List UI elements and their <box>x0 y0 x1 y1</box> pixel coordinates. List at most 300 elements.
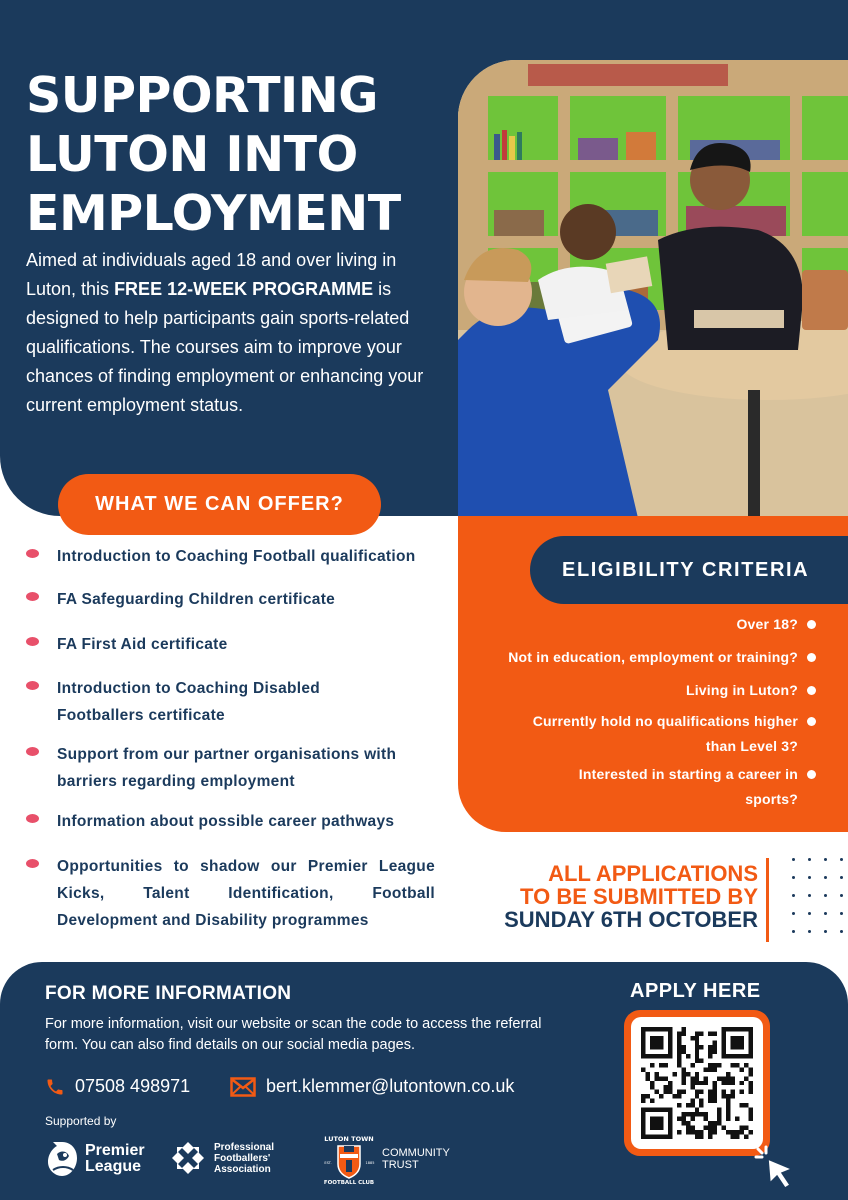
qr-module <box>654 1040 658 1044</box>
qr-module <box>654 1054 658 1058</box>
qr-module <box>726 1027 730 1031</box>
qr-module <box>708 1094 712 1098</box>
qr-module <box>645 1108 649 1112</box>
qr-module <box>641 1130 645 1134</box>
eligibility-item <box>466 612 816 637</box>
email-address[interactable]: bert.klemmer@lutontown.co.uk <box>266 1076 515 1096</box>
qr-module <box>726 1108 730 1112</box>
qr-module <box>731 1040 735 1044</box>
qr-module <box>677 1117 681 1121</box>
intro-text-start: Aimed at individuals aged 18 and over living in Luton, this <box>26 250 397 299</box>
qr-module <box>726 1054 730 1058</box>
qr-module <box>708 1067 712 1071</box>
qr-module <box>659 1027 663 1031</box>
qr-module <box>695 1076 699 1080</box>
qr-module <box>668 1054 672 1058</box>
intro-text-end: is designed to help participants gain sports-related qualifications. The courses aim to improve your chances of finding employment or enhancing your current employment status. <box>26 279 424 415</box>
qr-module <box>695 1058 699 1062</box>
qr-module <box>659 1036 663 1040</box>
qr-module <box>663 1085 667 1089</box>
qr-module <box>713 1049 717 1053</box>
qr-module <box>740 1045 744 1049</box>
qr-module <box>641 1040 645 1044</box>
qr-module <box>749 1090 753 1094</box>
qr-module <box>708 1121 712 1125</box>
qr-module <box>722 1094 726 1098</box>
qr-module <box>654 1117 658 1121</box>
decor-dot <box>824 930 827 933</box>
qr-module <box>717 1117 721 1121</box>
qr-module <box>681 1076 685 1080</box>
decor-dot <box>792 876 795 879</box>
qr-module <box>686 1130 690 1134</box>
qr-module <box>726 1094 730 1098</box>
qr-module <box>708 1130 712 1134</box>
luton-town-community-trust-logo <box>322 1132 462 1186</box>
qr-module <box>654 1090 658 1094</box>
qr-module <box>704 1112 708 1116</box>
qr-module <box>722 1045 726 1049</box>
qr-module <box>749 1108 753 1112</box>
offer-item <box>26 808 456 835</box>
qr-module <box>740 1130 744 1134</box>
badge-est-label: EST. <box>324 1161 332 1165</box>
qr-module <box>668 1121 672 1125</box>
qr-module <box>659 1094 663 1098</box>
qr-module <box>749 1054 753 1058</box>
qr-module <box>654 1126 658 1130</box>
qr-module <box>650 1126 654 1130</box>
qr-module <box>681 1049 685 1053</box>
qr-module <box>668 1130 672 1134</box>
qr-module <box>654 1076 658 1080</box>
qr-module <box>735 1027 739 1031</box>
qr-module <box>735 1045 739 1049</box>
qr-module <box>677 1058 681 1062</box>
qr-module <box>659 1117 663 1121</box>
qr-module <box>650 1081 654 1085</box>
qr-module <box>713 1090 717 1094</box>
eligibility-item <box>466 762 816 812</box>
qr-module <box>641 1031 645 1035</box>
qr-module <box>704 1081 708 1085</box>
qr-module <box>645 1076 649 1080</box>
decor-dot <box>792 894 795 897</box>
qr-module <box>699 1058 703 1062</box>
qr-module <box>699 1099 703 1103</box>
qr-module <box>699 1045 703 1049</box>
qr-module <box>695 1108 699 1112</box>
offer-item-text: Introduction to Coaching Disabled Footballers certificate <box>57 680 321 724</box>
qr-module <box>744 1135 748 1139</box>
decor-dot <box>808 858 811 861</box>
qr-module <box>717 1112 721 1116</box>
pfa-icon <box>170 1140 206 1176</box>
intro-highlight: FREE 12-WEEK PROGRAMME <box>114 279 374 299</box>
qr-module <box>749 1081 753 1085</box>
qr-module <box>749 1040 753 1044</box>
bullet-dot <box>807 717 816 726</box>
decor-dot <box>840 858 843 861</box>
eligibility-item <box>466 678 816 703</box>
qr-module <box>668 1112 672 1116</box>
eligibility-item-text: Living in Luton? <box>685 682 798 698</box>
offer-item <box>26 675 456 729</box>
qr-module <box>659 1108 663 1112</box>
qr-module <box>677 1036 681 1040</box>
qr-module <box>726 1112 730 1116</box>
qr-module <box>699 1112 703 1116</box>
qr-module <box>650 1063 654 1067</box>
offer-item-text: FA Safeguarding Children certificate <box>57 591 336 608</box>
eligibility-item-text: Interested in starting a career in sports? <box>578 766 798 807</box>
qr-module <box>740 1027 744 1031</box>
qr-module <box>672 1094 676 1098</box>
qr-module <box>722 1090 726 1094</box>
qr-module <box>713 1121 717 1125</box>
qr-module <box>677 1094 681 1098</box>
title-line-2: LUTON INTO <box>26 126 358 183</box>
intro-paragraph <box>26 246 436 420</box>
qr-module <box>708 1045 712 1049</box>
qr-module <box>659 1126 663 1130</box>
qr-module <box>686 1112 690 1116</box>
qr-module <box>690 1112 694 1116</box>
qr-module <box>681 1090 685 1094</box>
qr-module <box>677 1049 681 1053</box>
qr-code-container[interactable] <box>631 1017 763 1149</box>
qr-module <box>749 1117 753 1121</box>
qr-module <box>654 1135 658 1139</box>
qr-module <box>654 1072 658 1076</box>
qr-module <box>708 1049 712 1053</box>
eligibility-item <box>466 709 816 759</box>
qr-module <box>663 1063 667 1067</box>
offer-item <box>26 853 456 934</box>
badge-text-bottom: FOOTBALL CLUB <box>323 1180 375 1186</box>
qr-module <box>650 1054 654 1058</box>
qr-module <box>668 1126 672 1130</box>
bullet-dot <box>807 620 816 629</box>
bullet-dot <box>26 549 39 558</box>
qr-module <box>722 1040 726 1044</box>
qr-module <box>731 1054 735 1058</box>
qr-module <box>708 1054 712 1058</box>
bullet-dot <box>26 859 39 868</box>
qr-module <box>722 1126 726 1130</box>
qr-module <box>659 1040 663 1044</box>
apply-here-heading: APPLY HERE <box>630 980 761 1002</box>
premier-league-lion-icon <box>45 1140 79 1178</box>
qr-module <box>650 1085 654 1089</box>
qr-module <box>672 1072 676 1076</box>
title-line-1: SUPPORTING <box>26 67 378 124</box>
qr-module <box>690 1085 694 1089</box>
qr-module <box>695 1130 699 1134</box>
qr-module <box>677 1040 681 1044</box>
qr-code-frame[interactable] <box>624 1010 770 1156</box>
qr-module <box>654 1121 658 1125</box>
qr-module <box>735 1130 739 1134</box>
eligibility-item <box>466 645 816 670</box>
qr-module <box>654 1036 658 1040</box>
qr-module <box>722 1027 726 1031</box>
badge-year: 1885 <box>365 1161 375 1165</box>
qr-module <box>749 1112 753 1116</box>
qr-module <box>740 1040 744 1044</box>
qr-module <box>641 1099 645 1103</box>
qr-module <box>731 1090 735 1094</box>
qr-module <box>668 1117 672 1121</box>
bullet-dot <box>807 770 816 779</box>
qr-module <box>659 1045 663 1049</box>
more-info-heading: FOR MORE INFORMATION <box>45 983 292 1004</box>
qr-module <box>681 1027 685 1031</box>
qr-module <box>650 1036 654 1040</box>
qr-module <box>668 1040 672 1044</box>
qr-module <box>717 1076 721 1080</box>
qr-module <box>717 1121 721 1125</box>
qr-module <box>740 1036 744 1040</box>
qr-module <box>722 1031 726 1035</box>
qr-module <box>713 1130 717 1134</box>
offer-heading: WHAT WE CAN OFFER? <box>58 474 381 535</box>
decor-dot <box>808 912 811 915</box>
qr-module <box>731 1027 735 1031</box>
bullet-dot <box>26 814 39 823</box>
qr-module <box>641 1121 645 1125</box>
qr-module <box>735 1054 739 1058</box>
qr-module <box>726 1130 730 1134</box>
decor-dot <box>808 930 811 933</box>
badge-text-top: LUTON TOWN <box>324 1135 374 1143</box>
qr-module <box>722 1054 726 1058</box>
qr-module <box>663 1027 667 1031</box>
qr-module <box>735 1117 739 1121</box>
qr-module <box>713 1040 717 1044</box>
decor-dot <box>792 930 795 933</box>
eligibility-heading: ELIGIBILITY CRITERIA <box>530 536 848 604</box>
decor-dot <box>824 894 827 897</box>
qr-module <box>677 1063 681 1067</box>
qr-module <box>650 1045 654 1049</box>
qr-module <box>699 1130 703 1134</box>
qr-code[interactable] <box>641 1027 753 1139</box>
qr-module <box>690 1063 694 1067</box>
qr-module <box>731 1045 735 1049</box>
qr-module <box>722 1036 726 1040</box>
qr-module <box>650 1135 654 1139</box>
qr-module <box>708 1126 712 1130</box>
qr-module <box>681 1067 685 1071</box>
deadline-line-1: ALL APPLICATIONS <box>548 861 758 886</box>
qr-module <box>713 1099 717 1103</box>
qr-module <box>735 1040 739 1044</box>
qr-module <box>641 1126 645 1130</box>
qr-module <box>731 1081 735 1085</box>
qr-module <box>717 1108 721 1112</box>
qr-module <box>663 1108 667 1112</box>
qr-module <box>686 1054 690 1058</box>
supported-by-label: Supported by <box>45 1114 117 1128</box>
qr-module <box>708 1099 712 1103</box>
qr-module <box>677 1130 681 1134</box>
title-line-3: EMPLOYMENT <box>26 185 401 242</box>
qr-module <box>677 1045 681 1049</box>
qr-module <box>704 1076 708 1080</box>
qr-module <box>654 1027 658 1031</box>
qr-module <box>654 1045 658 1049</box>
qr-module <box>713 1126 717 1130</box>
premier-league-logo <box>45 1140 155 1178</box>
offer-item-text: Information about possible career pathways <box>57 813 395 830</box>
dot-grid-decoration <box>792 858 842 938</box>
qr-module <box>681 1081 685 1085</box>
qr-module <box>726 1099 730 1103</box>
bullet-dot <box>26 681 39 690</box>
qr-module <box>668 1027 672 1031</box>
bullet-dot <box>807 653 816 662</box>
qr-module <box>659 1063 663 1067</box>
qr-module <box>744 1027 748 1031</box>
qr-module <box>641 1067 645 1071</box>
qr-module <box>713 1094 717 1098</box>
qr-module <box>731 1076 735 1080</box>
qr-module <box>695 1036 699 1040</box>
decor-dot <box>824 876 827 879</box>
decor-dot <box>840 894 843 897</box>
qr-module <box>695 1031 699 1035</box>
qr-module <box>749 1067 753 1071</box>
qr-module <box>744 1054 748 1058</box>
deadline-line-2: TO BE SUBMITTED BY <box>520 884 758 909</box>
qr-module <box>641 1036 645 1040</box>
more-info-text: For more information, visit our website or scan the code to access the referral form. You can also find details on our social media pages. <box>45 1016 542 1053</box>
qr-module <box>641 1094 645 1098</box>
qr-module <box>645 1054 649 1058</box>
qr-module <box>641 1117 645 1121</box>
decor-dot <box>824 912 827 915</box>
decor-dot <box>792 912 795 915</box>
qr-module <box>726 1103 730 1107</box>
qr-module <box>749 1031 753 1035</box>
qr-module <box>690 1126 694 1130</box>
qr-module <box>731 1036 735 1040</box>
qr-module <box>690 1103 694 1107</box>
deadline-date: SUNDAY 6TH OCTOBER <box>504 907 758 932</box>
library-photo <box>458 60 848 518</box>
qr-module <box>695 1081 699 1085</box>
qr-module <box>744 1103 748 1107</box>
qr-module <box>677 1090 681 1094</box>
qr-module <box>704 1117 708 1121</box>
qr-module <box>731 1135 735 1139</box>
qr-module <box>749 1130 753 1134</box>
qr-module <box>641 1054 645 1058</box>
qr-module <box>645 1094 649 1098</box>
qr-module <box>717 1063 721 1067</box>
offer-item <box>26 586 456 613</box>
qr-module <box>663 1090 667 1094</box>
qr-module <box>641 1049 645 1053</box>
qr-module <box>659 1076 663 1080</box>
qr-module <box>668 1049 672 1053</box>
bullet-dot <box>26 747 39 756</box>
qr-module <box>708 1031 712 1035</box>
email-icon <box>230 1077 256 1097</box>
qr-module <box>650 1117 654 1121</box>
qr-module <box>699 1103 703 1107</box>
qr-module <box>668 1036 672 1040</box>
qr-module <box>650 1099 654 1103</box>
qr-module <box>740 1054 744 1058</box>
qr-module <box>641 1045 645 1049</box>
qr-module <box>749 1072 753 1076</box>
luton-town-badge-icon <box>322 1132 376 1186</box>
qr-module <box>668 1135 672 1139</box>
qr-module <box>690 1081 694 1085</box>
qr-module <box>668 1090 672 1094</box>
qr-module <box>650 1108 654 1112</box>
decor-dot <box>792 858 795 861</box>
qr-module <box>722 1049 726 1053</box>
qr-module <box>690 1099 694 1103</box>
qr-module <box>713 1031 717 1035</box>
phone-number[interactable]: 07508 498971 <box>75 1076 191 1096</box>
qr-module <box>641 1135 645 1139</box>
qr-module <box>708 1063 712 1067</box>
qr-module <box>681 1121 685 1125</box>
bullet-dot <box>807 686 816 695</box>
qr-module <box>686 1072 690 1076</box>
eligibility-item-text: Currently hold no qualifications higher than Level 3? <box>532 713 798 754</box>
qr-module <box>695 1094 699 1098</box>
qr-module <box>726 1081 730 1085</box>
qr-module <box>744 1076 748 1080</box>
email-contact[interactable] <box>230 1076 514 1097</box>
qr-module <box>749 1049 753 1053</box>
qr-module <box>668 1045 672 1049</box>
qr-module <box>677 1031 681 1035</box>
bullet-dot <box>26 637 39 646</box>
qr-module <box>740 1126 744 1130</box>
divider <box>766 858 769 942</box>
qr-module <box>713 1045 717 1049</box>
offer-item-text: Support from our partner organisations with barriers regarding employment <box>57 746 397 790</box>
qr-module <box>699 1031 703 1035</box>
phone-contact[interactable] <box>45 1076 190 1097</box>
deadline-notice <box>500 862 758 931</box>
qr-module <box>641 1112 645 1116</box>
decor-dot <box>808 876 811 879</box>
qr-module <box>695 1054 699 1058</box>
qr-module <box>695 1040 699 1044</box>
qr-module <box>695 1072 699 1076</box>
qr-module <box>749 1027 753 1031</box>
qr-module <box>695 1045 699 1049</box>
qr-module <box>686 1103 690 1107</box>
qr-module <box>740 1090 744 1094</box>
qr-module <box>708 1090 712 1094</box>
offer-item <box>26 543 456 570</box>
qr-module <box>681 1031 685 1035</box>
qr-module <box>695 1112 699 1116</box>
qr-module <box>668 1085 672 1089</box>
qr-module <box>695 1135 699 1139</box>
qr-module <box>681 1117 685 1121</box>
qr-module <box>731 1130 735 1134</box>
qr-module <box>641 1027 645 1031</box>
